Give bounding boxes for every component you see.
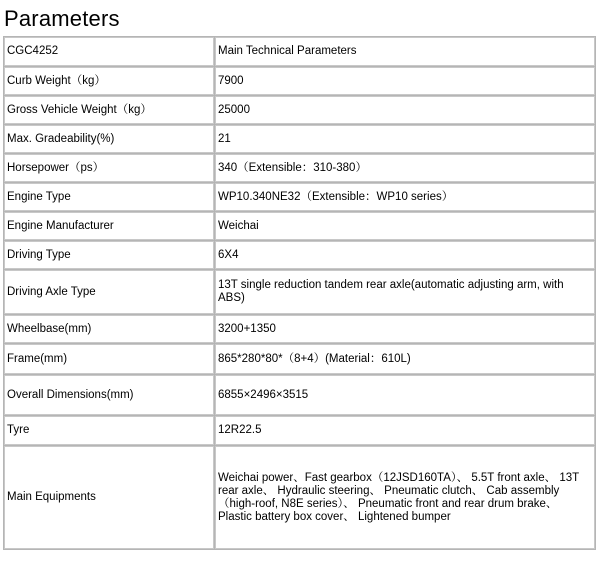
row-value: 865*280*80*（8+4）(Material：610L)	[215, 344, 595, 374]
row-label: Engine Manufacturer	[4, 212, 214, 240]
table-row	[4, 241, 595, 269]
row-label: Driving Type	[4, 241, 214, 269]
row-label: Gross Vehicle Weight（kg）	[4, 96, 214, 124]
table-row	[4, 37, 595, 66]
table-row	[4, 446, 595, 549]
page-title: Parameters	[4, 6, 120, 31]
table-row	[4, 96, 595, 124]
row-value: WP10.340NE32（Extensible：WP10 series）	[215, 183, 595, 211]
row-value: Weichai	[215, 212, 595, 240]
row-label: Overall Dimensions(mm)	[4, 375, 214, 415]
parameters-table	[3, 36, 596, 550]
row-value: Weichai power、Fast gearbox（12JSD160TA）、 5.5T front axle、 13T rear axle、 Hydraulic steering、 Pneumatic clutch、 Cab assembly（high-roof, N8E series）、 Pneumatic front and rear drum brake、 Plastic battery box cover、 Lightened bumper	[215, 446, 595, 549]
row-label: Curb Weight（kg）	[4, 67, 214, 95]
table-row	[4, 154, 595, 182]
table-row	[4, 315, 595, 343]
row-value: 13T single reduction tandem rear axle(automatic adjusting arm, with ABS)	[215, 270, 595, 314]
table-row	[4, 375, 595, 415]
row-value: 3200+1350	[215, 315, 595, 343]
table-row	[4, 183, 595, 211]
row-value: 12R22.5	[215, 416, 595, 445]
row-label: Tyre	[4, 416, 214, 445]
row-value: Main Technical Parameters	[215, 37, 595, 66]
table-row	[4, 125, 595, 153]
table-row	[4, 67, 595, 95]
row-value: 6X4	[215, 241, 595, 269]
row-label: Wheelbase(mm)	[4, 315, 214, 343]
row-value: 7900	[215, 67, 595, 95]
row-label: Max. Gradeability(%)	[4, 125, 214, 153]
row-label: Main Equipments	[4, 446, 214, 549]
row-value: 6855×2496×3515	[215, 375, 595, 415]
table-row	[4, 270, 595, 314]
table-row	[4, 416, 595, 445]
row-value: 340（Extensible：310-380）	[215, 154, 595, 182]
row-label: CGC4252	[4, 37, 214, 66]
table-row	[4, 212, 595, 240]
row-value: 21	[215, 125, 595, 153]
row-label: Frame(mm)	[4, 344, 214, 374]
row-label: Driving Axle Type	[4, 270, 214, 314]
row-label: Horsepower（ps）	[4, 154, 214, 182]
row-label: Engine Type	[4, 183, 214, 211]
row-value: 25000	[215, 96, 595, 124]
table-row	[4, 344, 595, 374]
